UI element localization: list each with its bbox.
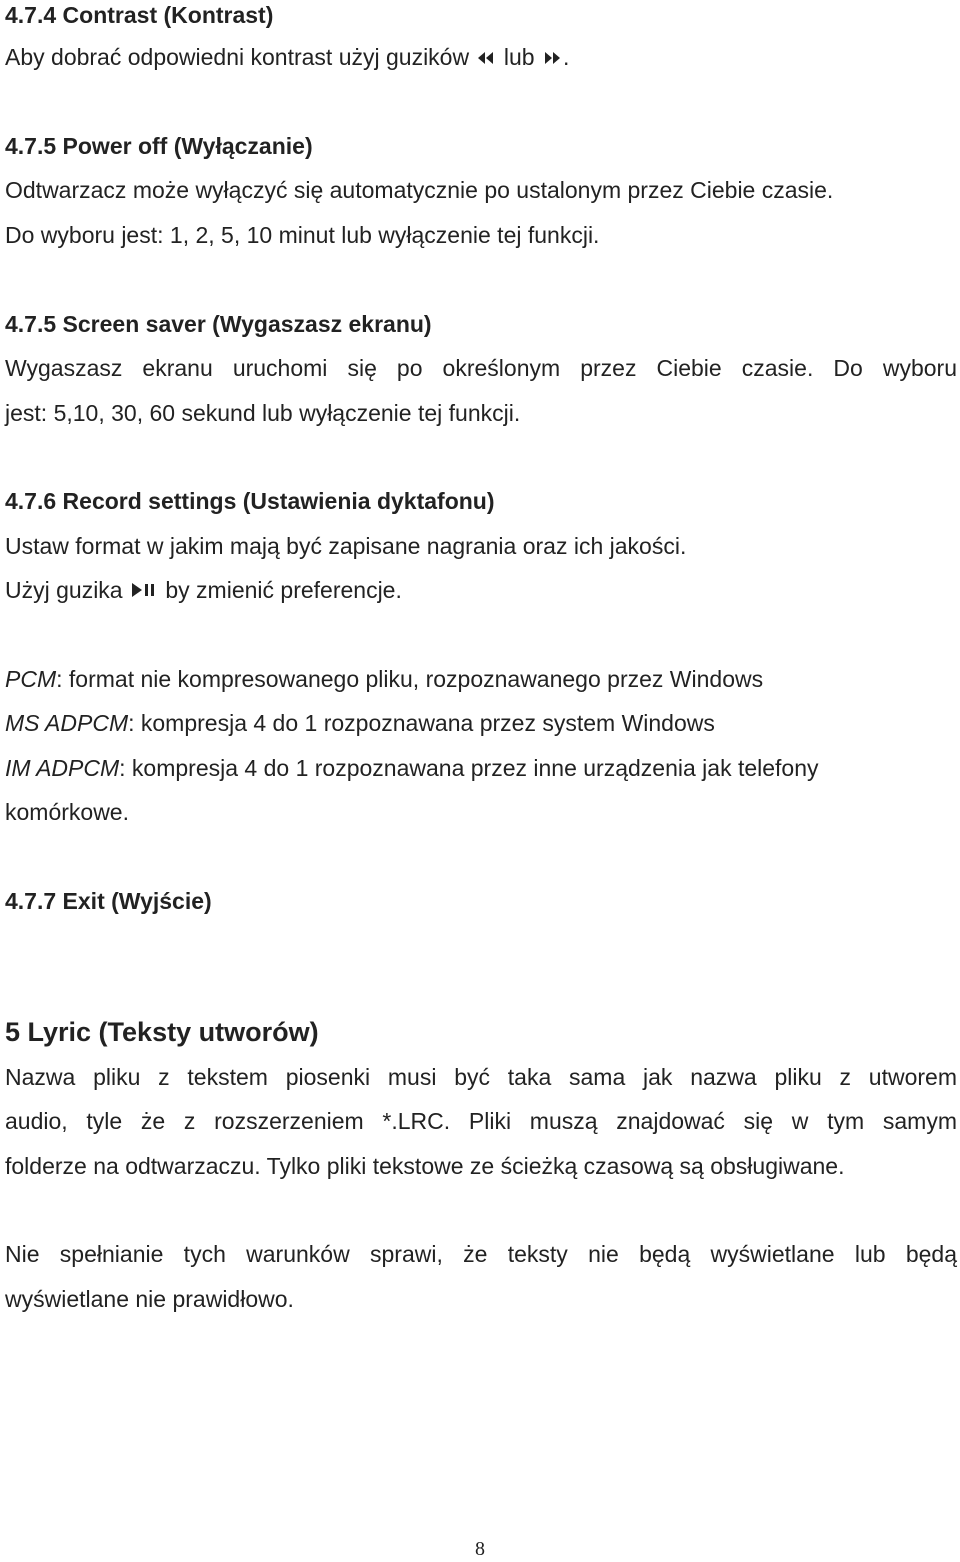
contrast-text-middle: lub <box>497 44 541 70</box>
format-im-adpcm <box>5 753 819 783</box>
heading-exit: 4.7.7 Exit (Wyjście) <box>5 888 212 914</box>
heading-screen-saver: 4.7.5 Screen saver (Wygaszasz ekranu) <box>5 311 432 337</box>
rewind-icon <box>475 43 497 73</box>
heading-lyric: 5 Lyric (Teksty utworów) <box>5 1017 319 1047</box>
power-off-line-1: Odtwarzacz może wyłączyć się automatycznie po ustalonym przez Ciebie czasie. <box>5 177 834 203</box>
record-line-2-after: by zmienić preferencje. <box>158 577 402 603</box>
format-desc: : kompresja 4 do 1 rozpoznawana przez inne urządzenia jak telefony <box>119 755 819 781</box>
page-number: 8 <box>475 1538 485 1560</box>
lyric-para2-line-2: wyświetlane nie prawidłowo. <box>5 1286 294 1312</box>
fast-forward-icon <box>541 43 563 73</box>
format-im-adpcm-cont: komórkowe. <box>5 799 129 825</box>
format-desc: : format nie kompresowanego pliku, rozpoznawanego przez Windows <box>56 666 764 692</box>
screen-saver-line-2: jest: 5,10, 30, 60 sekund lub wyłączenie tej funkcji. <box>5 400 521 426</box>
record-line-2-before: Użyj guzika <box>5 577 129 603</box>
contrast-text-after: . <box>562 44 570 70</box>
record-line-1: Ustaw format w jakim mają być zapisane nagrania oraz ich jakości. <box>5 533 687 559</box>
screen-saver-line-1: Wygaszasz ekranu uruchomi się po określonym przez Ciebie czasie. Do wyboru <box>5 355 957 381</box>
format-name: PCM <box>5 666 57 692</box>
heading-record-settings: 4.7.6 Record settings (Ustawienia dyktafonu) <box>5 488 495 514</box>
lyric-para2-line-1: Nie spełnianie tych warunków sprawi, że teksty nie będą wyświetlane lub będą <box>5 1241 957 1267</box>
play-pause-icon <box>129 576 159 606</box>
lyric-para1-line-2: audio, tyle że z rozszerzeniem *.LRC. Pliki muszą znajdować się w tym samym <box>5 1108 957 1134</box>
format-ms-adpcm <box>5 708 715 738</box>
lyric-para1-line-1: Nazwa pliku z tekstem piosenki musi być taka sama jak nazwa pliku z utworem <box>5 1064 957 1090</box>
lyric-para1-line-3: folderze na odtwarzaczu. Tylko pliki tekstowe ze ścieżką czasową są obsługiwane. <box>5 1153 845 1179</box>
contrast-text-before: Aby dobrać odpowiedni kontrast użyj guzików <box>5 44 476 70</box>
heading-contrast: 4.7.4 Contrast (Kontrast) <box>5 2 274 28</box>
format-name: MS ADPCM <box>5 710 129 736</box>
contrast-text <box>5 42 569 73</box>
record-line-2 <box>5 575 402 606</box>
power-off-line-2: Do wyboru jest: 1, 2, 5, 10 minut lub wyłączenie tej funkcji. <box>5 222 600 248</box>
format-pcm <box>5 664 763 694</box>
heading-power-off: 4.7.5 Power off (Wyłączanie) <box>5 133 313 159</box>
format-name: IM ADPCM <box>5 755 120 781</box>
format-desc: : kompresja 4 do 1 rozpoznawana przez system Windows <box>128 710 715 736</box>
